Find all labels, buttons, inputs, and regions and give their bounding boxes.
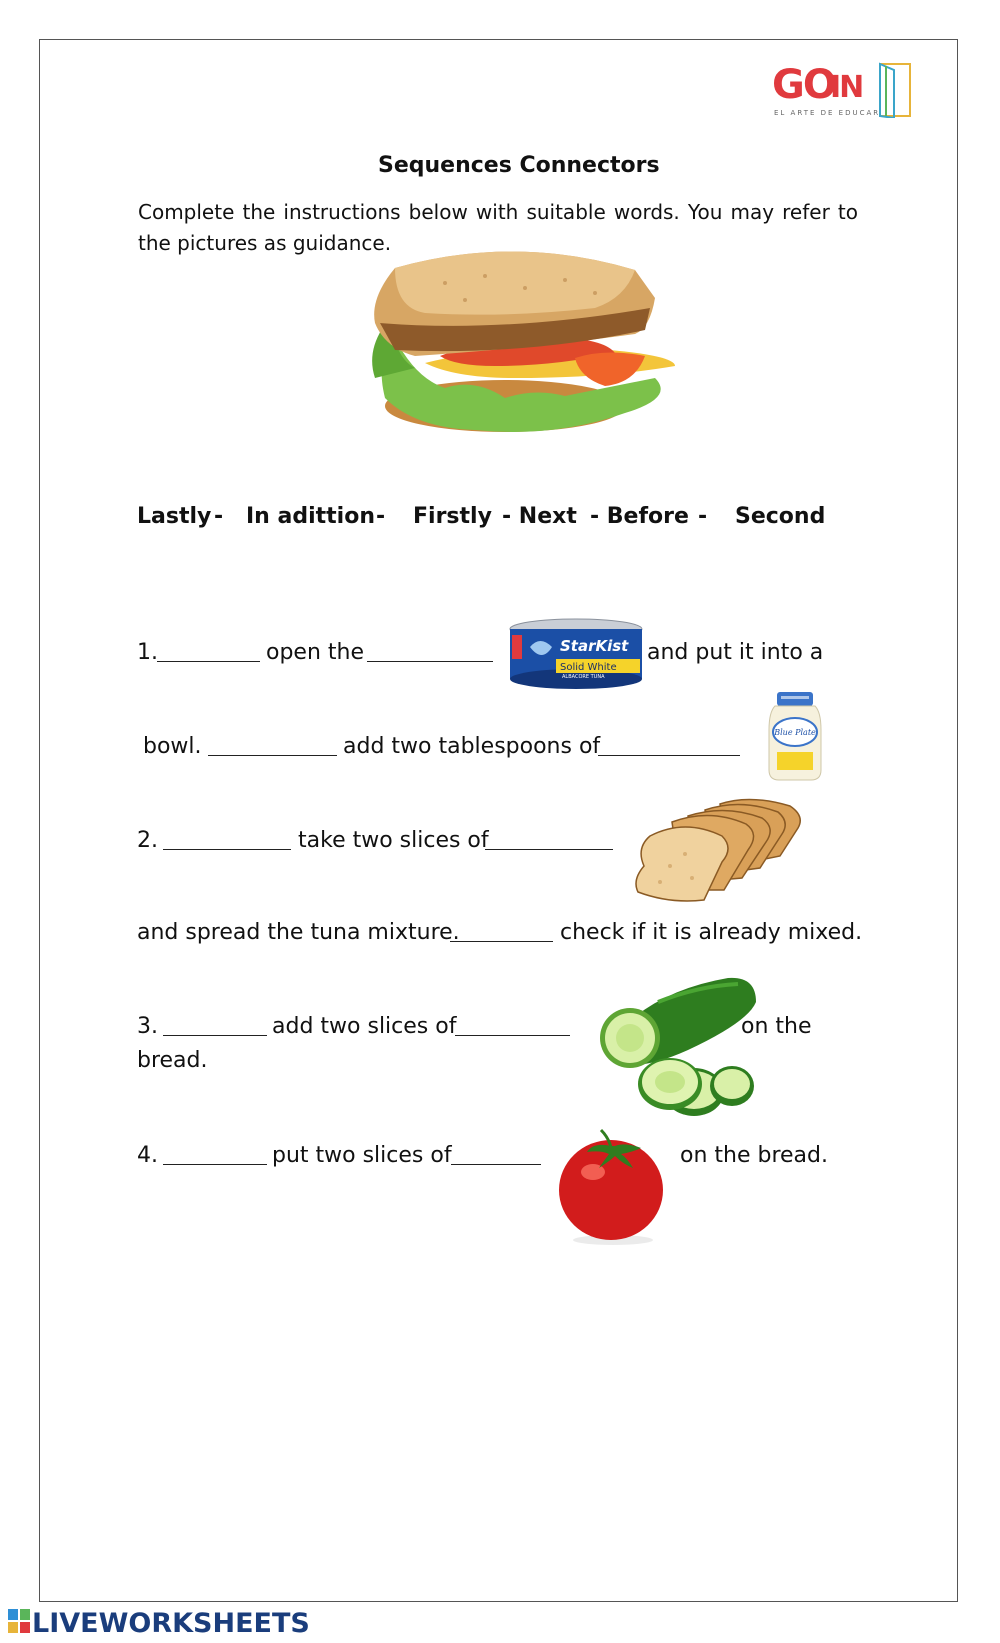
word-bank-next: - Next [502, 504, 577, 529]
word-bank-separator: - [376, 504, 386, 529]
item-3-text-a: add two slices of [272, 1014, 457, 1039]
logo-in-text: IN [830, 70, 863, 105]
item-2-connector-blank-2[interactable] [450, 919, 553, 942]
logo-go-text: GO [772, 62, 835, 108]
item-1-text-a: open the [266, 640, 365, 665]
word-bank-before: - Before [590, 504, 689, 529]
item-2-text-a: take two slices of [298, 828, 489, 853]
word-bank-in-addition: In adittion [246, 504, 375, 529]
item-1-ingredient-blank[interactable] [598, 733, 740, 756]
item-2-text-c: check if it is already mixed. [560, 920, 863, 945]
item-1-text-d: add two tablespoons of [343, 734, 601, 759]
tomato-image [553, 1128, 669, 1246]
tuna-brand-label: StarKist [560, 637, 629, 655]
instructions-text: Complete the instructions below with suitable words. You may refer to the pictures as guidance. [138, 200, 858, 255]
item-3-text-b: on the [741, 1014, 812, 1039]
word-bank-separator: - [214, 504, 224, 529]
item-3-object-blank[interactable] [455, 1013, 570, 1036]
item-2-object-blank[interactable] [485, 827, 613, 850]
bread-slices-image [630, 796, 820, 906]
tuna-small-label: ALBACORE TUNA [562, 674, 605, 680]
word-bank-separator: - [698, 504, 708, 529]
item-4-text-a: put two slices of [272, 1143, 452, 1168]
item-1-text-c: bowl. [143, 734, 202, 759]
word-bank-lastly: Lastly [137, 504, 212, 529]
tuna-can-image [508, 617, 644, 693]
door-icon [876, 62, 916, 118]
logo-tagline: EL ARTE DE EDUCAR [774, 109, 881, 117]
word-bank-firstly: Firstly [413, 504, 492, 529]
mayonnaise-jar-image [767, 690, 823, 782]
item-4-object-blank[interactable] [451, 1142, 541, 1165]
item-3-connector-blank[interactable] [163, 1013, 267, 1036]
sandwich-image [355, 238, 700, 460]
cucumber-image [598, 972, 762, 1124]
item-4-number: 4. [137, 1143, 158, 1168]
word-bank-second: Second [735, 504, 826, 529]
item-2-connector-blank[interactable] [163, 827, 291, 850]
item-1-connector-blank[interactable] [157, 639, 260, 662]
liveworksheets-logo-icon [8, 1609, 30, 1633]
item-3-number: 3. [137, 1014, 158, 1039]
tuna-variety-label: Solid White [560, 662, 617, 673]
item-3-text-c: bread. [137, 1048, 208, 1073]
item-2-text-b: and spread the tuna mixture. [137, 920, 460, 945]
goin-logo [772, 62, 922, 124]
item-1-number: 1. [137, 640, 158, 665]
item-1-text-b: and put it into a [647, 640, 824, 665]
item-2-number: 2. [137, 828, 158, 853]
mayo-brand-label: Blue Plate [774, 728, 816, 737]
item-4-text-b: on the bread. [680, 1143, 828, 1168]
item-4-connector-blank[interactable] [163, 1142, 267, 1165]
liveworksheets-brand[interactable]: LIVEWORKSHEETS [32, 1608, 310, 1639]
page-title: Sequences Connectors [378, 153, 660, 178]
item-1-connector-blank-2[interactable] [208, 733, 337, 756]
item-1-object-blank[interactable] [367, 639, 493, 662]
